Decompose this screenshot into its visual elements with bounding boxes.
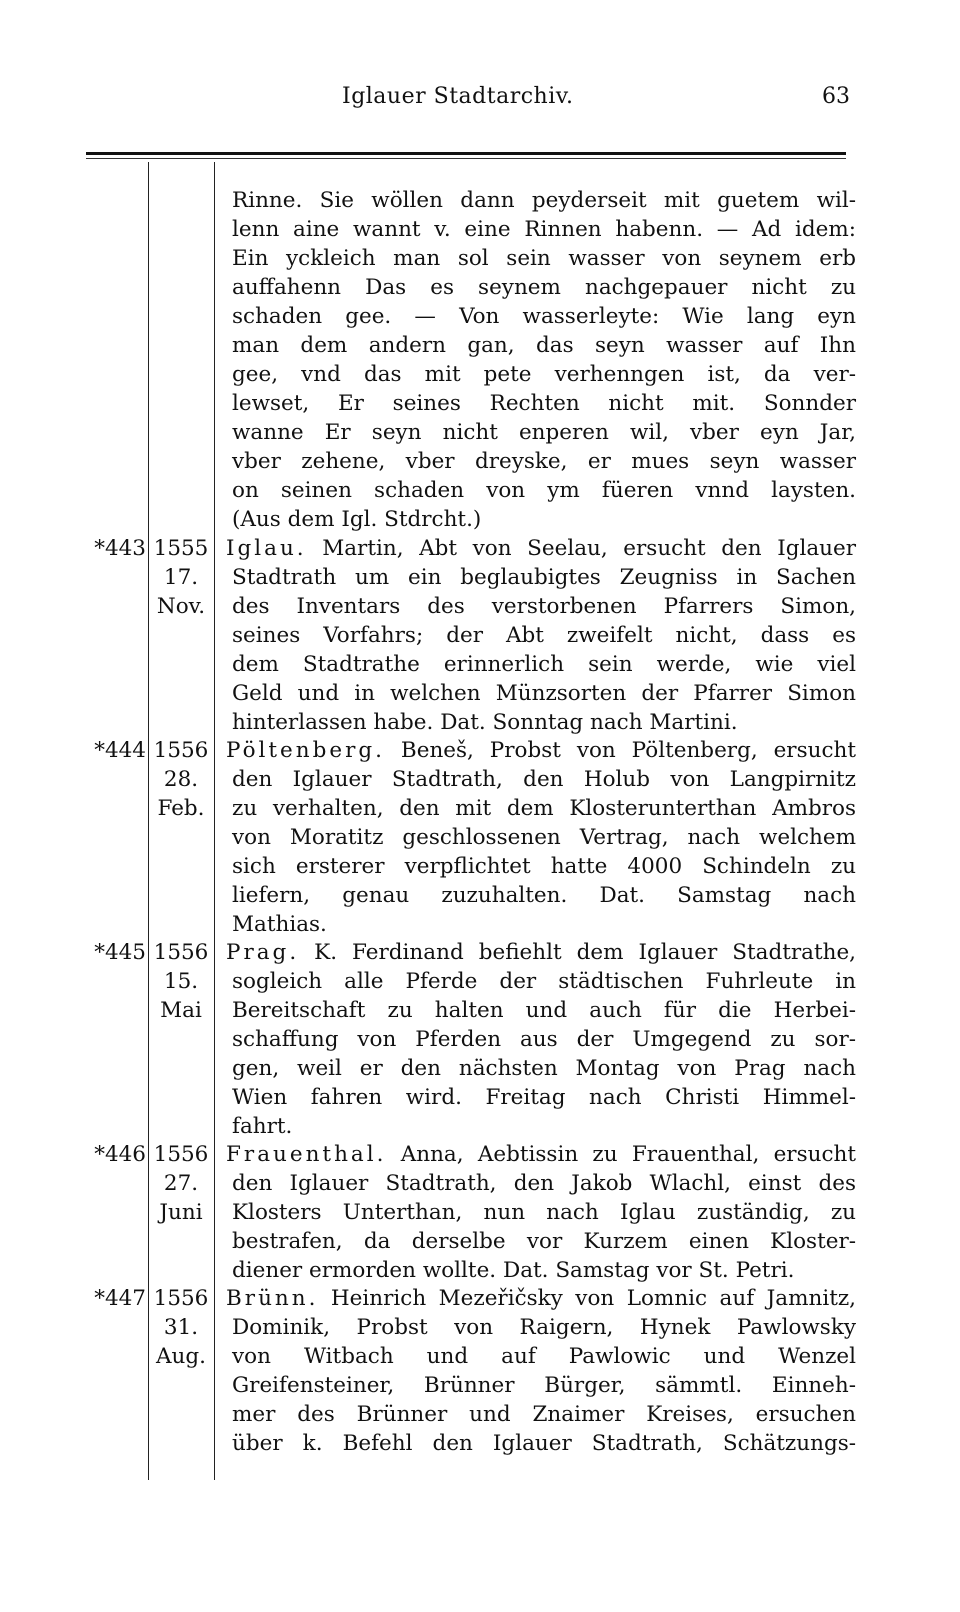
text-line: schaffung von Pferden aus der Umgegend zu sor- — [232, 1027, 856, 1052]
text-line: vber zehene, vber dreyske, er mues seyn wasser — [232, 449, 856, 474]
entry-place: Brünn. — [226, 1286, 319, 1311]
text-line: Frauenthal. Anna, Aebtissin zu Frauenthal, ersucht — [226, 1142, 856, 1167]
entry-month: Aug. — [156, 1344, 206, 1369]
header-rule-thick — [86, 152, 846, 155]
text-line: von Moratitz geschlossenen Vertrag, nach welchem — [232, 825, 856, 850]
page-number: 63 — [822, 84, 850, 109]
entry-day: 28. — [163, 767, 199, 792]
text-line: sogleich alle Pferde der städtischen Fuhrleute in — [232, 969, 856, 994]
entry-month: Nov. — [156, 594, 206, 619]
text-line: Prag. K. Ferdinand befiehlt dem Iglauer Stadtrathe, — [226, 940, 856, 965]
text-line: Greifensteiner, Brünner Bürger, sämmtl. Einneh- — [232, 1373, 856, 1398]
text-line: hinterlassen habe. Dat. Sonntag nach Martini. — [232, 710, 738, 735]
entry-place: Pöltenberg. — [226, 738, 385, 763]
text-line: fahrt. — [232, 1114, 293, 1139]
text-line: liefern, genau zuzuhalten. Dat. Samstag nach — [232, 883, 856, 908]
text-line: Bereitschaft zu halten und auch für die Herbei- — [232, 998, 856, 1023]
text-line: den Iglauer Stadtrath, den Jakob Wlachl, einst des — [232, 1171, 856, 1196]
entry-year: 1555 — [153, 536, 209, 561]
text-line: Brünn. Heinrich Mezeřičsky von Lomnic auf Jamnitz, — [226, 1286, 856, 1311]
text-line: man dem andern gan, das seyn wasser auf Ihn — [232, 333, 856, 358]
text-line: des Inventars des verstorbenen Pfarrers Simon, — [232, 594, 856, 619]
entry-place: Iglau. — [226, 536, 307, 561]
entry-year: 1556 — [153, 1286, 209, 1311]
entry-number: *445 — [94, 940, 146, 965]
text-line: (Aus dem Igl. Stdrcht.) — [232, 507, 482, 532]
text-line: zu verhalten, den mit dem Klosterunterthan Ambros — [232, 796, 856, 821]
entry-place: Frauenthal. — [226, 1142, 387, 1167]
column-rule-date — [214, 162, 215, 1480]
text-line: über k. Befehl den Iglauer Stadtrath, Schätzungs- — [232, 1431, 856, 1456]
header-rule-thin — [86, 158, 846, 159]
text-line: Ein yckleich man sol sein wasser von seynem erb — [232, 246, 856, 271]
entry-day: 27. — [163, 1171, 199, 1196]
entry-number: *443 — [94, 536, 146, 561]
text-line: bestrafen, da derselbe vor Kurzem einen Kloster- — [232, 1229, 856, 1254]
text-line: Stadtrath um ein beglaubigtes Zeugniss in Sachen — [232, 565, 856, 590]
text-line: sich ersterer verpflichtet hatte 4000 Schindeln zu — [232, 854, 856, 879]
entry-number: *447 — [94, 1286, 146, 1311]
text-line: Mathias. — [232, 912, 327, 937]
entry-month: Feb. — [157, 796, 205, 821]
text-line: dem Stadtrathe erinnerlich sein werde, wie viel — [232, 652, 856, 677]
text-line: wanne Er seyn nicht enperen wil, vber eyn Jar, — [232, 420, 856, 445]
text-line: gen, weil er den nächsten Montag von Prag nach — [232, 1056, 856, 1081]
text-line: auffahenn Das es seynem nachgepauer nicht zu — [232, 275, 856, 300]
text-line: Rinne. Sie wöllen dann peyderseit mit guetem wil- — [232, 188, 856, 213]
text-line: Geld und in welchen Münzsorten der Pfarrer Simon — [232, 681, 856, 706]
text-line: gee, vnd das mit pete verhenngen ist, da ver- — [232, 362, 856, 387]
text-line: schaden gee. — Von wasserleyte: Wie lang eyn — [232, 304, 856, 329]
running-title: Iglauer Stadtarchiv. — [342, 84, 574, 109]
column-rule-number — [148, 162, 149, 1480]
text-line: Iglau. Martin, Abt von Seelau, ersucht den Iglauer — [226, 536, 856, 561]
entry-number: *444 — [94, 738, 146, 763]
entry-month: Mai — [160, 998, 202, 1023]
text-line: lenn aine wannt v. eine Rinnen habenn. — Ad idem: — [232, 217, 856, 242]
entry-year: 1556 — [153, 940, 209, 965]
entry-month: Juni — [159, 1200, 203, 1225]
entry-day: 31. — [163, 1315, 199, 1340]
text-line: Wien fahren wird. Freitag nach Christi Himmel- — [232, 1085, 856, 1110]
entry-day: 15. — [163, 969, 199, 994]
text-line: diener ermorden wollte. Dat. Samstag vor St. Petri. — [232, 1258, 795, 1283]
text-line: Pöltenberg. Beneš, Probst von Pöltenberg, ersucht — [226, 738, 856, 763]
text-line: von Witbach und auf Pawlowic und Wenzel — [232, 1344, 856, 1369]
text-line: lewset, Er seines Rechten nicht mit. Sonnder — [232, 391, 856, 416]
text-line: on seinen schaden von ym füeren vnnd laysten. — [232, 478, 856, 503]
text-line: den Iglauer Stadtrath, den Holub von Langpirnitz — [232, 767, 856, 792]
text-line: mer des Brünner und Znaimer Kreises, ersuchen — [232, 1402, 856, 1427]
page-header — [0, 84, 960, 118]
text-line: Dominik, Probst von Raigern, Hynek Pawlowsky — [232, 1315, 856, 1340]
entry-day: 17. — [163, 565, 199, 590]
entry-year: 1556 — [153, 738, 209, 763]
text-line: seines Vorfahrs; der Abt zweifelt nicht, dass es — [232, 623, 856, 648]
entry-year: 1556 — [153, 1142, 209, 1167]
text-line: Klosters Unterthan, nun nach Iglau zuständig, zu — [232, 1200, 856, 1225]
entry-place: Prag. — [226, 940, 300, 965]
entry-number: *446 — [94, 1142, 146, 1167]
